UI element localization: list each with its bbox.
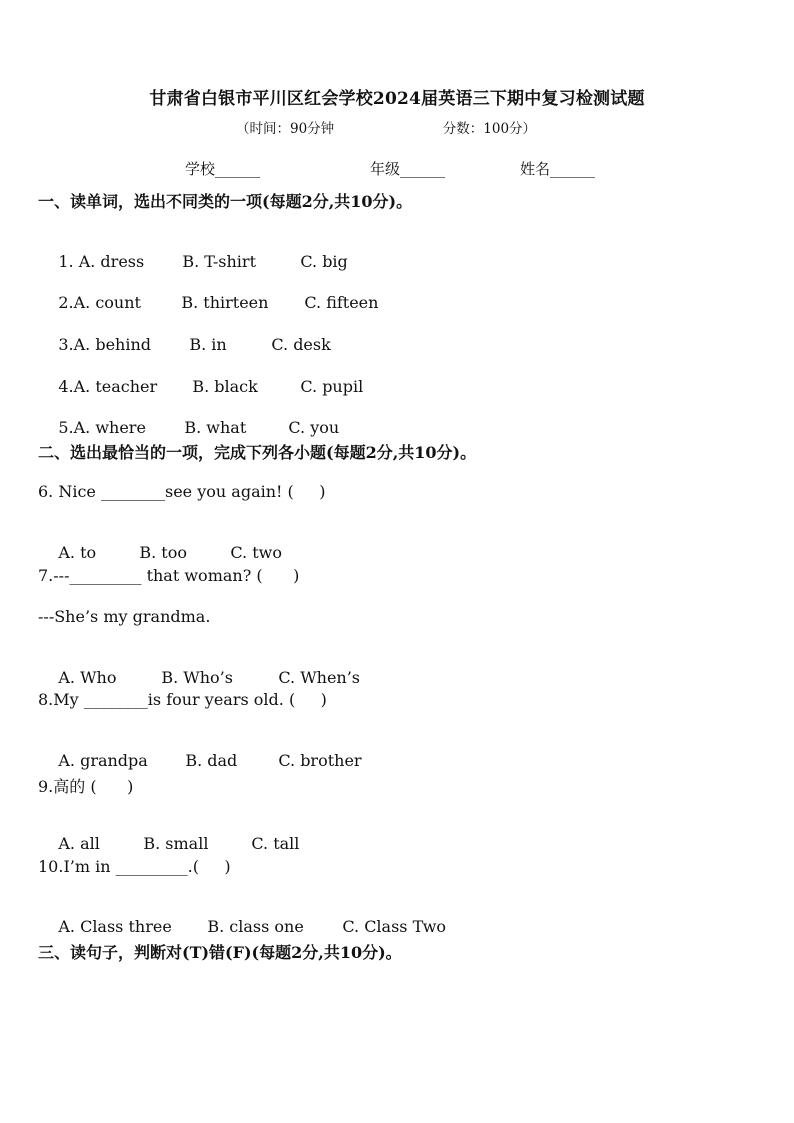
q8-option-b: B. dad <box>185 751 238 770</box>
grade-field: 年级______ <box>370 160 446 178</box>
question-7-answer: ---She’s my grandma. <box>38 607 211 626</box>
question-8: 8.My ________is four years old. ( ) <box>38 690 327 709</box>
q3-option-b: B. in <box>189 335 227 354</box>
q1-option-a: 1. A. dress <box>58 252 145 271</box>
section-2-heading: 二、选出最恰当的一项，完成下列各小题(每题2分,共10分)。 <box>38 443 477 462</box>
q3-option-c: C. desk <box>271 335 331 354</box>
q9-option-b: B. small <box>143 834 209 853</box>
question-10: 10.I’m in _________.( ) <box>38 857 231 876</box>
question-6: 6. Nice ________see you again! ( ) <box>38 482 326 501</box>
q7-option-c: C. When’s <box>278 668 361 687</box>
q10-option-c: C. Class Two <box>342 917 447 936</box>
question-7: 7.---_________ that woman? ( ) <box>38 566 300 585</box>
exam-time: （时间：90分钟 <box>236 121 335 137</box>
q1-option-c: C. big <box>300 252 348 271</box>
q9-option-a: A. all <box>58 834 100 853</box>
q4-option-c: C. pupil <box>300 377 364 396</box>
q7-option-b: B. Who’s <box>161 668 233 687</box>
q7-option-a: A. Who <box>58 668 117 687</box>
q8-option-a: A. grandpa <box>58 751 148 770</box>
q6-option-c: C. two <box>230 543 282 562</box>
q9-option-c: C. tall <box>251 834 300 853</box>
q5-option-c: C. you <box>288 418 340 437</box>
question-9: 9.高的 ( ) <box>38 777 134 796</box>
q4-option-a: 4.A. teacher <box>58 377 158 396</box>
q5-option-a: 5.A. where <box>58 418 146 437</box>
q2-option-b: B. thirteen <box>181 293 269 312</box>
q2-option-c: C. fifteen <box>304 293 379 312</box>
q5-option-b: B. what <box>184 418 247 437</box>
q6-option-b: B. too <box>139 543 187 562</box>
school-field: 学校______ <box>185 160 261 178</box>
q2-option-a: 2.A. count <box>58 293 141 312</box>
exam-score: 分数：100分） <box>442 121 537 137</box>
q10-option-b: B. class one <box>207 917 304 936</box>
exam-subtitle <box>236 117 536 137</box>
q10-option-a: A. Class three <box>58 917 172 936</box>
q4-option-b: B. black <box>192 377 258 396</box>
name-field: 姓名______ <box>520 160 596 178</box>
q1-option-b: B. T-shirt <box>182 252 256 271</box>
q3-option-a: 3.A. behind <box>58 335 152 354</box>
section-3-heading: 三、读句子，判断对(T)错(F)(每题2分,共10分)。 <box>38 943 402 962</box>
q8-option-c: C. brother <box>278 751 362 770</box>
section-1-heading: 一、读单词，选出不同类的一项(每题2分,共10分)。 <box>38 192 413 211</box>
q6-option-a: A. to <box>58 543 97 562</box>
exam-title: 甘肃省白银市平川区红会学校2024届英语三下期中复习检测试题 <box>149 89 645 109</box>
